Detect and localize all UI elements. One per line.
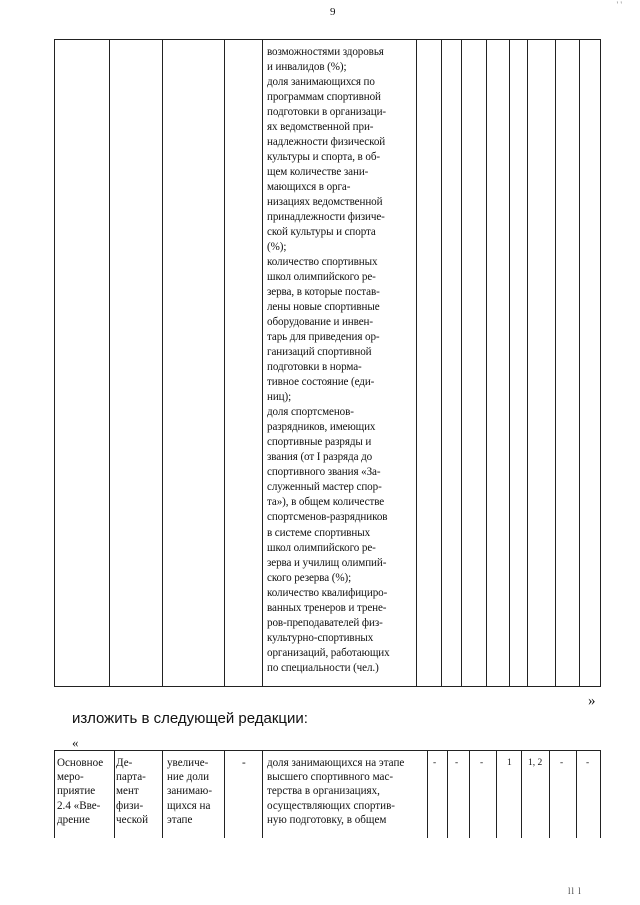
column-divider [579,40,580,686]
indicators-cell: возможностями здоровья и инвалидов (%); доля занимающихся по программам спортивной подготовки в организаци- ях ведомственной при- надлежности физической культуры и спорта, в об- щем количестве зани- мающихся в орга- низациях ведомственной принадлежности физиче- ской культуры и спорта (%); количество спортивных школ олимпийского ре- зерва, в которые постав- лены новые спортивные оборудование и инвен- тарь для приведения ор- ганизаций спортивной подготовки в норма- тивное состояние (еди- ниц); доля спортсменов- разрядников, имеющих спортивные разряды и звания (от I разряда до спортивного звания «За- служенный мастер спор- та»), в общем количестве спортсменов-разрядников в системе спортивных школ олимпийского ре- зерва и училищ олимпий- ского резерва (%); количество квалифициро- ванных тренеров и трене- ров-преподавателей физ- культурно-спортивных организаций, работающих по специальности (чел.) [267,46,390,674]
value-cell: - [560,758,564,768]
value-cell: - [480,758,484,768]
column-divider [441,40,442,686]
measure-cell: Основное меро- приятие 2.4 «Вве- дрение [57,757,104,826]
column-divider [576,751,577,838]
corner-mark: ' ' [616,0,622,10]
column-divider [447,751,448,838]
column-divider [162,40,163,686]
column-divider [527,40,528,686]
value-cell: - [455,758,459,768]
opening-quote: « [72,735,79,750]
value-cell: 1, 2 [528,758,543,768]
closing-quote: » [588,693,596,709]
column-divider [262,40,263,686]
new-wording-table [54,750,601,838]
column-divider [496,751,497,838]
column-divider [162,751,163,838]
department-cell: Де- парта- мент физи- ческой [116,757,149,826]
column-divider [509,40,510,686]
continuation-table [54,39,601,687]
column-divider [262,751,263,838]
column-divider [224,40,225,686]
column-divider [461,40,462,686]
column-divider [427,751,428,838]
goal-cell: увеличе- ние доли занимаю- щихся на этапе [167,757,213,826]
page-number: 9 [330,6,336,18]
value-cell: - [586,758,590,768]
column-divider [109,40,110,686]
instruction-text: изложить в следующей редакции: [72,710,308,727]
scan-mark: ll l [568,886,582,896]
dash-cell: - [242,757,246,769]
column-divider [416,40,417,686]
column-divider [549,751,550,838]
value-cell: 1 [507,758,512,768]
column-divider [114,751,115,838]
column-divider [486,40,487,686]
column-divider [469,751,470,838]
indicator-cell: доля занимающихся на этапе высшего спортивного мас- терства в организациях, осуществляющих спортив- ную подготовку, в общем [267,757,405,826]
value-cell: - [433,758,437,768]
column-divider [521,751,522,838]
column-divider [555,40,556,686]
